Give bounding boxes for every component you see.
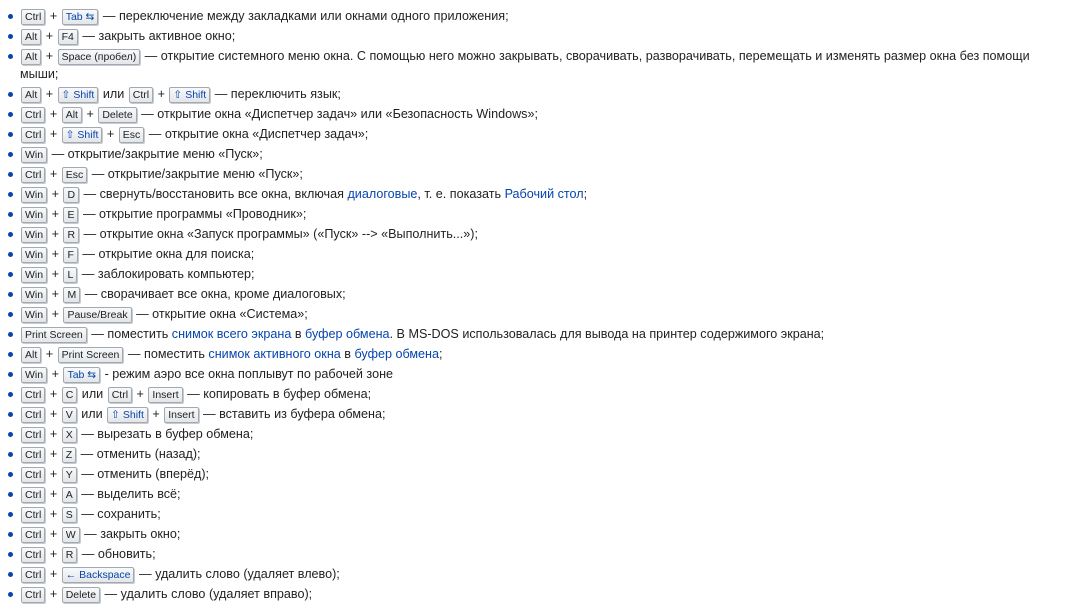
description-text: — открытие окна «Диспетчер задач»; (145, 127, 369, 141)
description-text: — копировать в буфер обмена; (183, 387, 372, 401)
description-text: — открытие системного меню окна. С помощью него можно закрывать, сворачивать, разворачивать, перемещать и изменять размер окна без помощи мыши; (20, 49, 1030, 81)
description-text: — отменить (назад); (77, 447, 201, 461)
description-text: - режим аэро все окна поплывут по рабочей зоне (101, 367, 394, 381)
description-text: + (46, 567, 61, 581)
key-label: Insert (148, 387, 182, 403)
key-label: Pause/Break (63, 307, 131, 323)
key-label: Ctrl (21, 387, 45, 403)
description-text: — переключение между закладками или окнами одного приложения; (99, 9, 509, 23)
key-label: X (62, 427, 77, 443)
key-label: Alt (62, 107, 82, 123)
description-text: + (46, 127, 61, 141)
description-text: + (46, 387, 61, 401)
key-label: Ctrl (21, 587, 45, 603)
key-label: Ctrl (21, 547, 45, 563)
list-item (6, 144, 1076, 164)
description-text: + (48, 307, 63, 321)
description-text: + (42, 87, 57, 101)
description-text: — отменить (вперёд); (77, 467, 210, 481)
list-item (6, 6, 1076, 26)
key-label: S (62, 507, 77, 523)
key-label: F (63, 247, 77, 263)
description-text: + (46, 167, 61, 181)
description-text: + (48, 287, 63, 301)
key-label: Win (21, 367, 47, 383)
description-text: — открытие окна «Запуск программы» («Пуск» --> «Выполнить...»); (80, 227, 478, 241)
key-label: E (63, 207, 78, 223)
key-label: Delete (62, 587, 100, 603)
key-label: ← Backspace (62, 567, 135, 583)
list-item (6, 104, 1076, 124)
key-label: Alt (21, 29, 41, 45)
description-text: — открытие окна «Система»; (132, 307, 308, 321)
description-text: + (48, 367, 63, 381)
key-label: Insert (164, 407, 198, 423)
description-text: + (48, 247, 63, 261)
list-item (6, 424, 1076, 444)
description-text: — сохранить; (77, 507, 161, 521)
description-text: — открытие/закрытие меню «Пуск»; (48, 147, 263, 161)
key-label: Win (21, 207, 47, 223)
description-text: или (99, 87, 128, 101)
description-text: в (340, 347, 355, 361)
description-text: + (46, 427, 61, 441)
key-label: ⇧ Shift (62, 127, 103, 143)
key-label: Print Screen (58, 347, 124, 363)
key-label: Ctrl (108, 387, 132, 403)
description-text: — заблокировать компьютер; (78, 267, 255, 281)
description-text: — открытие окна «Диспетчер задач» или «Безопасность Windows»; (137, 107, 538, 121)
list-item (6, 444, 1076, 464)
description-text: + (46, 507, 61, 521)
key-label: V (62, 407, 77, 423)
key-label: Win (21, 147, 47, 163)
key-label: Win (21, 267, 47, 283)
key-label: A (62, 487, 77, 503)
list-item (6, 404, 1076, 424)
description-text: + (133, 387, 148, 401)
key-label: Ctrl (21, 127, 45, 143)
list-item (6, 564, 1076, 584)
description-text: + (48, 227, 63, 241)
list-item (6, 164, 1076, 184)
key-label: Ctrl (21, 447, 45, 463)
description-text: — вырезать в буфер обмена; (77, 427, 254, 441)
key-label: Ctrl (21, 107, 45, 123)
key-label: Ctrl (21, 407, 45, 423)
key-label: ⇧ Shift (169, 87, 210, 103)
description-text: — открытие/закрытие меню «Пуск»; (88, 167, 303, 181)
description-text: + (48, 187, 63, 201)
list-item (6, 484, 1076, 504)
key-label: M (63, 287, 80, 303)
description-text: + (82, 107, 98, 121)
key-label: ⇧ Shift (107, 407, 148, 423)
list-item (6, 224, 1076, 244)
description-text: или (77, 407, 107, 421)
key-label: Esc (119, 127, 145, 143)
description-text: + (42, 347, 57, 361)
description-text: — переключить язык; (211, 87, 341, 101)
list-item (6, 124, 1076, 144)
description-text: — обновить; (78, 547, 156, 561)
key-label: Y (62, 467, 77, 483)
key-label: Ctrl (21, 567, 45, 583)
key-label: Ctrl (129, 87, 153, 103)
wiki-link[interactable]: диалоговые (347, 187, 418, 201)
description-text: — закрыть активное окно; (78, 29, 236, 43)
description-text: , т. е. показать (417, 187, 505, 201)
description-text: + (46, 447, 61, 461)
description-text: + (46, 407, 61, 421)
description-text: — поместить (87, 327, 172, 341)
list-item (6, 584, 1076, 604)
description-text: + (154, 87, 169, 101)
description-text: + (42, 49, 57, 63)
description-text: . В MS-DOS использовалась для вывода на принтер содержимого экрана; (389, 327, 825, 341)
description-text: — сворачивает все окна, кроме диалоговых; (81, 287, 346, 301)
description-text: — закрыть окно; (80, 527, 181, 541)
wiki-link[interactable]: буфер обмена (305, 327, 390, 341)
key-label: Win (21, 307, 47, 323)
list-item (6, 324, 1076, 344)
list-item (6, 46, 1070, 84)
key-label: Alt (21, 347, 41, 363)
key-label: Esc (62, 167, 88, 183)
wiki-link[interactable]: Рабочий стол (504, 187, 584, 201)
description-text: + (48, 207, 63, 221)
key-label: Ctrl (21, 427, 45, 443)
list-item (6, 184, 1076, 204)
key-label: Ctrl (21, 507, 45, 523)
description-text: + (46, 107, 61, 121)
key-label: Delete (98, 107, 136, 123)
key-label: R (62, 547, 78, 563)
list-item (6, 344, 1076, 364)
key-label: R (63, 227, 79, 243)
list-item (6, 26, 1076, 46)
key-label: Ctrl (21, 9, 45, 25)
key-label: Win (21, 247, 47, 263)
key-label: Win (21, 227, 47, 243)
description-text: + (103, 127, 118, 141)
list-item (6, 464, 1076, 484)
description-text: — открытие окна для поиска; (78, 247, 255, 261)
key-label: Tab ⇆ (63, 367, 100, 383)
key-label: Alt (21, 49, 41, 65)
description-text: + (42, 29, 57, 43)
key-label: F4 (58, 29, 78, 45)
list-item (6, 84, 1076, 104)
key-label: Ctrl (21, 527, 45, 543)
list-item (6, 384, 1076, 404)
description-text: ; (583, 187, 588, 201)
description-text: — свернуть/восстановить все окна, включая (80, 187, 348, 201)
key-label: Space (пробел) (58, 49, 141, 65)
key-label: Print Screen (21, 327, 87, 343)
description-text: + (46, 547, 61, 561)
wiki-link[interactable]: снимок активного окна (208, 347, 341, 361)
description-text: — удалить слово (удаляет влево); (135, 567, 340, 581)
description-text: + (148, 407, 164, 421)
key-label: Ctrl (21, 467, 45, 483)
list-item (6, 544, 1076, 564)
description-text: ; (439, 347, 443, 361)
description-text: — открытие программы «Проводник»; (79, 207, 307, 221)
key-label: W (62, 527, 80, 543)
key-label: Tab ⇆ (62, 9, 99, 25)
list-item (6, 504, 1076, 524)
description-text: или (78, 387, 107, 401)
key-label: L (63, 267, 77, 283)
description-text: — выделить всё; (77, 487, 181, 501)
key-label: Ctrl (21, 487, 45, 503)
key-label: ⇧ Shift (58, 87, 99, 103)
wiki-link[interactable]: буфер обмена (354, 347, 440, 361)
list-item (6, 284, 1076, 304)
description-text: + (46, 467, 61, 481)
key-label: Alt (21, 87, 41, 103)
list-item (6, 304, 1076, 324)
list-item (6, 364, 1076, 384)
key-label: D (63, 187, 79, 203)
description-text: — поместить (124, 347, 209, 361)
description-text: + (46, 9, 61, 23)
key-label: C (62, 387, 78, 403)
wiki-link[interactable]: снимок всего экрана (171, 327, 292, 341)
description-text: + (46, 487, 61, 501)
key-label: Ctrl (21, 167, 45, 183)
list-item (6, 244, 1076, 264)
description-text: в (291, 327, 306, 341)
description-text: + (46, 587, 61, 601)
key-label: Z (62, 447, 76, 463)
list-item (6, 524, 1076, 544)
description-text: + (46, 527, 61, 541)
list-item (6, 264, 1076, 284)
description-text: — вставить из буфера обмена; (199, 407, 386, 421)
description-text: + (48, 267, 63, 281)
description-text: — удалить слово (удаляет вправо); (101, 587, 313, 601)
key-label: Win (21, 187, 47, 203)
key-label: Win (21, 287, 47, 303)
list-item (6, 204, 1076, 224)
